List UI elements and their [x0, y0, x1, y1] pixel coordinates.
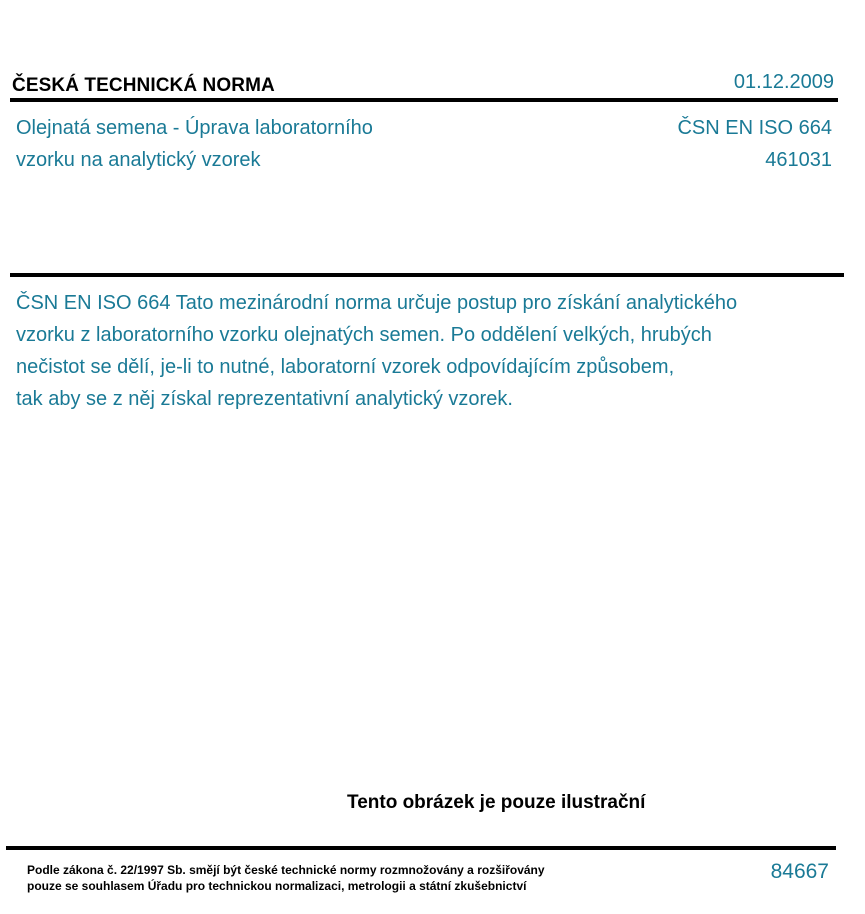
abstract-line-2: vzorku z laboratorního vzorku olejnatých semen. Po oddělení velkých, hrubých — [16, 324, 712, 346]
norm-label: ČESKÁ TECHNICKÁ NORMA — [12, 75, 275, 96]
issue-date: 01.12.2009 — [733, 71, 834, 93]
standard-designation: ČSN EN ISO 664 — [677, 117, 832, 139]
abstract-line-1: ČSN EN ISO 664 Tato mezinárodní norma určuje postup pro získání analytického — [16, 292, 738, 314]
legal-line-2: pouze se souhlasem Úřadu pro technickou normalizaci, metrologii a státní zkušebnictví — [27, 879, 527, 893]
standard-title-line-1: Olejnatá semena - Úprava laboratorního — [16, 117, 373, 139]
document-number: 84667 — [770, 860, 829, 883]
footer-rule — [6, 846, 836, 850]
section-rule — [10, 273, 844, 277]
legal-notice — [27, 862, 545, 894]
abstract-line-4: tak aby se z něj získal reprezentativní analytický vzorek. — [16, 388, 513, 410]
header-rule — [10, 98, 838, 102]
abstract-line-3: nečistot se dělí, je-li to nutné, laboratorní vzorek odpovídajícím způsobem, — [16, 356, 675, 378]
legal-line-1: Podle zákona č. 22/1997 Sb. smějí být české technické normy rozmnožovány a rozšiřovány — [27, 863, 545, 877]
classification-code: 461031 — [765, 149, 832, 171]
standard-title-line-2: vzorku na analytický vzorek — [16, 149, 261, 171]
abstract-text — [16, 287, 836, 415]
illustration-notice: Tento obrázek je pouze ilustrační — [347, 792, 646, 813]
